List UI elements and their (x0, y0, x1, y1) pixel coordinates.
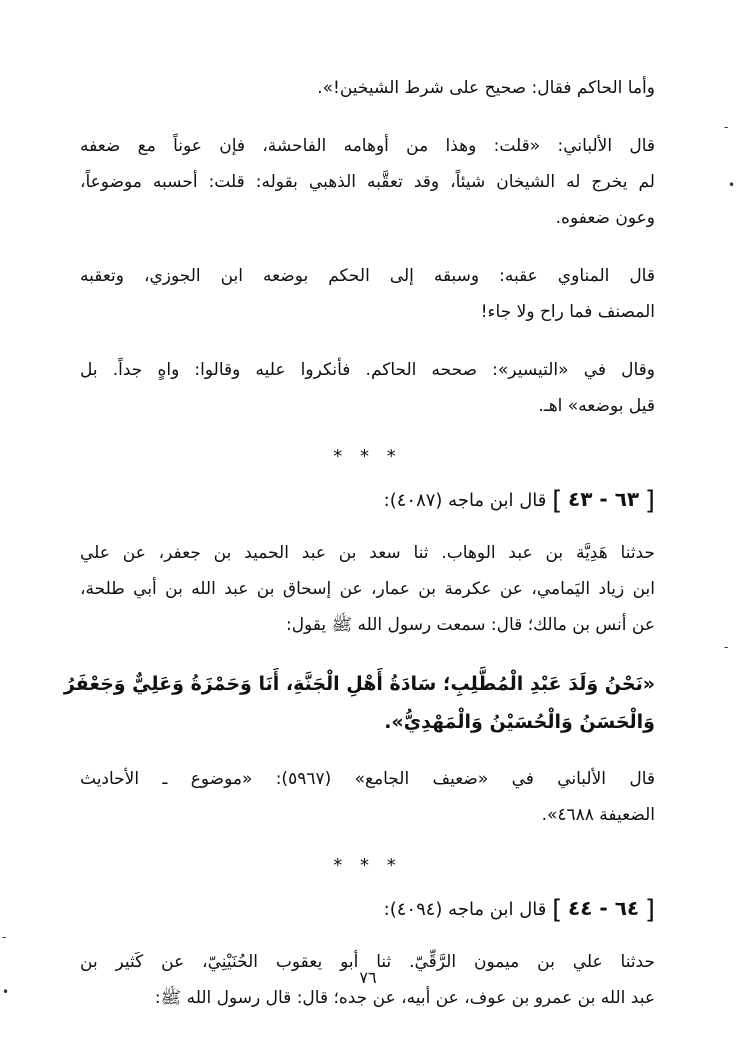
text-line: وَالْحَسَنُ وَالْحُسَيْنُ وَالْمَهْدِيُّ». (384, 711, 655, 733)
paragraph (80, 258, 655, 330)
hadith-number: ٦٤ - ٤٤ (568, 896, 640, 920)
text-line: الضعيفة ٤٦٨٨». (541, 805, 655, 825)
text-line: قال المناوي عقبه: وسبقه إلى الحكم بوضعه ابن الجوزي، وتعقبه (80, 266, 655, 286)
text-line: وأما الحاكم فقال: صحيح على شرط الشيخين!». (317, 78, 655, 98)
text-line: «نَحْنُ وَلَدَ عَبْدِ الْمُطَّلِبِ؛ سَادَةُ أَهْلِ الْجَنَّةِ، أَنَا وَحَمْزَةُ وَعَلِيٌّ وَجَعْفَرُ (63, 673, 655, 695)
hadith-heading (80, 481, 655, 519)
hadith-heading (80, 890, 655, 928)
text-line: لم يخرج له الشيخان شيئاً، وقد تعقَّبه الذهبي بقوله: قلت: أحسبه موضوعاً، (80, 172, 655, 192)
section-separator: * * * (333, 446, 402, 467)
text-line: المصنف فما راح ولا جاء! (480, 302, 655, 322)
hadith-number: ٦٣ - ٤٣ (568, 487, 640, 511)
text-line: قال الألباني في «ضعيف الجامع» (٥٩٦٧): «موضوع ـ الأحاديث (80, 769, 655, 789)
heading-text: قال ابن ماجه (٤٠٨٧): (383, 490, 547, 511)
heading-text: قال ابن ماجه (٤٠٩٤): (383, 899, 547, 920)
section-separator: * * * (333, 855, 402, 876)
margin-mark: • (2, 985, 10, 999)
page-body (63, 70, 655, 1010)
text-line: عبد الله بن عمرو بن عوف، عن أبيه، عن جده؛ قال: قال رسول الله ﷺ: (154, 988, 655, 1008)
margin-mark: - (2, 930, 7, 944)
close-bracket: ] (552, 895, 563, 925)
paragraph (80, 535, 655, 643)
paragraph (80, 128, 655, 236)
paragraph (80, 70, 655, 106)
text-line: حدثنا علي بن ميمون الرَّقِّيّ. ثنا أبو يعقوب الحُنَيْنِيّ، عن كَثير بن (80, 952, 655, 972)
text-line: حدثنا هَدِيَّة بن عبد الوهاب. ثنا سعد بن عبد الحميد بن جعفر، عن علي (80, 543, 655, 563)
text-line: قيل بوضعه» اهـ. (538, 396, 655, 416)
hadith-text (63, 665, 655, 741)
margin-mark: - (724, 640, 729, 654)
open-bracket: [ (644, 895, 655, 925)
text-line: وعون ضعفوه. (555, 208, 655, 228)
text-line: عن أنس بن مالك؛ قال: سمعت رسول الله ﷺ يقول: (285, 615, 655, 635)
text-line: قال الألباني: «قلت: وهذا من أوهامه الفاحشة، فإن عوناً مع ضعفه (80, 136, 655, 156)
margin-mark: - (724, 120, 729, 134)
page-number: ٧٦ (359, 968, 377, 987)
text-line: وقال في «التيسير»: صححه الحاكم. فأنكروا عليه وقالوا: واهٍ جداً. بل (80, 360, 655, 380)
paragraph (80, 352, 655, 424)
text-line: ابن زياد اليَمامي، عن عكرمة بن عمار، عن إسحاق بن عبد الله بن أبي طلحة، (80, 579, 655, 599)
margin-mark: • (728, 178, 736, 192)
open-bracket: [ (644, 486, 655, 516)
close-bracket: ] (552, 486, 563, 516)
paragraph (80, 761, 655, 833)
